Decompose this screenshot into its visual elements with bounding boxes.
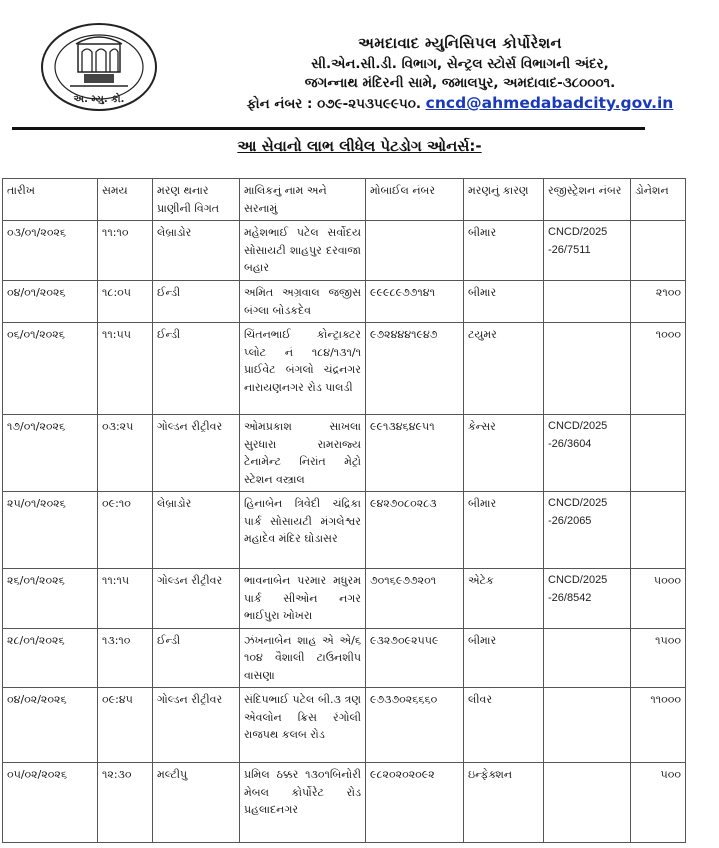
cell-date: ૦૪/૦૨/૨૦૨૬ — [3, 688, 98, 763]
cell-mobile: ૯૯૯૮૯૭૭૧૪૧ — [366, 281, 464, 323]
contact-line — [210, 94, 710, 112]
cell-date: ૨૮/૦૧/૨૦૨૬ — [3, 628, 98, 688]
cell-animal: ગોલ્ડન રીટ્રીવર — [153, 415, 240, 492]
table-header-row — [3, 179, 686, 221]
table-row — [3, 323, 686, 415]
cell-owner: મહેશભાઈ પટેલ સર્વોદય સોસાયટી શાહપુર દરવાજા બહાર — [240, 221, 366, 281]
cell-animal: ઈન્ડી — [153, 281, 240, 323]
cell-time: ૦૩:૨૫ — [98, 415, 153, 492]
header-date: તારીખ — [3, 179, 98, 221]
cell-owner: ઓમપ્રકાશ સાખલા સુરધારા રામરાજ્ય ટેનામેન્ટ નિરાંત મેટ્રો સ્ટેશન વસ્ત્રાલ — [240, 415, 366, 492]
cell-animal: ગોલ્ડન રીટ્રીવર — [153, 688, 240, 763]
cell-cause: એટેક — [464, 569, 544, 629]
cell-mobile: ૯૩૨૭૦૯૨૫૫૯ — [366, 628, 464, 688]
table-row — [3, 492, 686, 569]
cell-mobile: ૭૦૧૬૯૭૭૨૦૧ — [366, 569, 464, 629]
cell-registration — [544, 323, 631, 415]
cell-animal: ગોલ્ડન રીટ્રીવર — [153, 569, 240, 629]
email-link[interactable]: cncd@ahmedabadcity.gov.in — [425, 94, 674, 112]
cell-cause: બીમાર — [464, 492, 544, 569]
cell-date: ૨૫/૦૧/૨૦૨૬ — [3, 492, 98, 569]
cell-time: ૧૧:૧૦ — [98, 221, 153, 281]
cell-mobile: ૯૯૧૩૪૬૪૯૫૧ — [366, 415, 464, 492]
cell-donation: ૫૦૦૦ — [631, 569, 686, 629]
header-divider — [12, 127, 645, 130]
cell-mobile: ૯૪૨૭૦૮૦૨૮૩ — [366, 492, 464, 569]
municipal-seal-logo — [40, 22, 158, 112]
cell-date: ૦૪/૦૧/૨૦૨૬ — [3, 281, 98, 323]
cell-registration — [544, 281, 631, 323]
header-animal: મરણ થનાર પ્રાણીની વિગત — [153, 179, 240, 221]
cell-owner: હિનાબેન ત્રિવેદી ચંદ્રિકા પાર્ક સોસાયટી મંગલેશ્વર મહાદેવ મંદિર ઘોડાસર — [240, 492, 366, 569]
address-line-1: સી.એન.સી.ડી. વિભાગ, સેન્ટ્રલ સ્ટોર્સ વિભાગની અંદર, — [311, 56, 609, 72]
cell-registration: CNCD/2025 -26/3604 — [544, 415, 631, 492]
cell-animal: લેબ્રાડોર — [153, 492, 240, 569]
cell-animal: લેબ્રાડોર — [153, 221, 240, 281]
cell-animal: મલ્ટીપુ — [153, 763, 240, 843]
cell-animal: ઈન્ડી — [153, 323, 240, 415]
header-mobile: મોબાઈલ નંબર — [366, 179, 464, 221]
cell-time: ૦૯:૧૦ — [98, 492, 153, 569]
cell-registration: CNCD/2025 -26/7511 — [544, 221, 631, 281]
cell-cause: કેન્સર — [464, 415, 544, 492]
cell-donation: ૫૦૦ — [631, 763, 686, 843]
cell-cause: ટયુમર — [464, 323, 544, 415]
cell-time: ૦૯:૪૫ — [98, 688, 153, 763]
cell-donation — [631, 492, 686, 569]
cell-time: ૧૧:૫૫ — [98, 323, 153, 415]
header-donation: ડોનેશન — [631, 179, 686, 221]
table-row — [3, 221, 686, 281]
cell-cause: ઇન્ફેક્શન — [464, 763, 544, 843]
cell-time: ૧૩:૧૦ — [98, 628, 153, 688]
cell-donation: ૨૧૦૦ — [631, 281, 686, 323]
cell-registration: CNCD/2025 -26/2065 — [544, 492, 631, 569]
cell-donation: ૧૫૦૦ — [631, 628, 686, 688]
cell-cause: બીમાર — [464, 221, 544, 281]
cell-mobile: ૯૭૨૪૪૪૧૯૪૭ — [366, 323, 464, 415]
table-row — [3, 763, 686, 843]
section-title: આ સેવાનો લાભ લીધેલ પેટડોગ ઓનર્સ:- — [237, 137, 482, 155]
cell-cause: લીવર — [464, 688, 544, 763]
header-time: સમય — [98, 179, 153, 221]
address-line-2: જગન્નાથ મંદિરની સામે, જમાલપુર, અમદાવાદ-૩૮૦૦૦૧. — [304, 75, 616, 91]
cell-time: ૧૨:૩૦ — [98, 763, 153, 843]
cell-donation — [631, 415, 686, 492]
cell-date: ૦૩/૦૧/૨૦૨૬ — [3, 221, 98, 281]
table-row — [3, 628, 686, 688]
table-row — [3, 415, 686, 492]
cell-date: ૦૫/૦૨/૨૦૨૬ — [3, 763, 98, 843]
cell-time: ૧૧:૧૫ — [98, 569, 153, 629]
cell-cause: બીમાર — [464, 628, 544, 688]
cell-owner: ઝંખનાબેન શાહ એ એ/૬ ૧૦૪ વૈશાલી ટાઉનશીપ વાસણા — [240, 628, 366, 688]
cell-owner: ભાવનાબેન પરમાર મધુરમ પાર્ક સીઓન નગર ભાઈપુરા ખોખરા — [240, 569, 366, 629]
table-row — [3, 569, 686, 629]
seal-bottom-text: અ. મ્યુ. કો. — [73, 94, 125, 105]
cell-mobile: ૯૭૩૭૦૨૬૬૬૦ — [366, 688, 464, 763]
org-title: અમદાવાદ મ્યુનિસિપલ કોર્પોરેશન — [358, 34, 562, 52]
header-registration: રજીસ્ટ્રેશન નંબર — [544, 179, 631, 221]
cell-animal: ઈન્ડી — [153, 628, 240, 688]
cell-date: ૨૬/૦૧/૨૦૨૬ — [3, 569, 98, 629]
cell-registration — [544, 628, 631, 688]
cell-cause: બીમાર — [464, 281, 544, 323]
cell-time: ૧૮:૦૫ — [98, 281, 153, 323]
cell-date: ૦૬/૦૧/૨૦૨૬ — [3, 323, 98, 415]
letterhead — [0, 0, 719, 130]
cell-registration — [544, 688, 631, 763]
cell-registration: CNCD/2025 -26/8542 — [544, 569, 631, 629]
cell-donation — [631, 221, 686, 281]
cell-registration — [544, 763, 631, 843]
pet-owners-table — [2, 178, 686, 843]
cell-owner: પ્રમિલ ઠક્કર ૧૩૦૧બિનોરી મેબલ કોર્પોરેટ રોડ પ્રહલાદનગર — [240, 763, 366, 843]
cell-mobile — [366, 221, 464, 281]
cell-date: ૧૭/૦૧/૨૦૨૬ — [3, 415, 98, 492]
cell-donation: ૧૧૦૦૦ — [631, 688, 686, 763]
table-row — [3, 688, 686, 763]
table-row — [3, 281, 686, 323]
cell-donation: ૧૦૦૦ — [631, 323, 686, 415]
header-owner: માલિકનું નામ અને સરનામું — [240, 179, 366, 221]
cell-owner: અમિત અગ્રવાલ જજીસ બંગ્લા બોડકદેવ — [240, 281, 366, 323]
cell-owner: ચિંતનભાઈ કોન્ટ્રાક્ટર પ્લોટ નં ૧૮૪/૧૩૧/૧ પ્રાઈવેટ બંગલો ચંદ્રનગર નારાયણનગર રોડ પાલડી — [240, 323, 366, 415]
phone-label: ફોન નંબર : ૦૭૯-૨૫૩૫૯૯૫૦. — [246, 96, 421, 112]
cell-owner: સંદિપભાઈ પટેલ બી.૩ ત્રણ એવલોન ક્રિસ રંગોલી રાજપથ કલબ રોડ — [240, 688, 366, 763]
cell-mobile: ૯૮૨૦૨૦૨૦૯૨ — [366, 763, 464, 843]
header-cause: મરણનું કારણ — [464, 179, 544, 221]
